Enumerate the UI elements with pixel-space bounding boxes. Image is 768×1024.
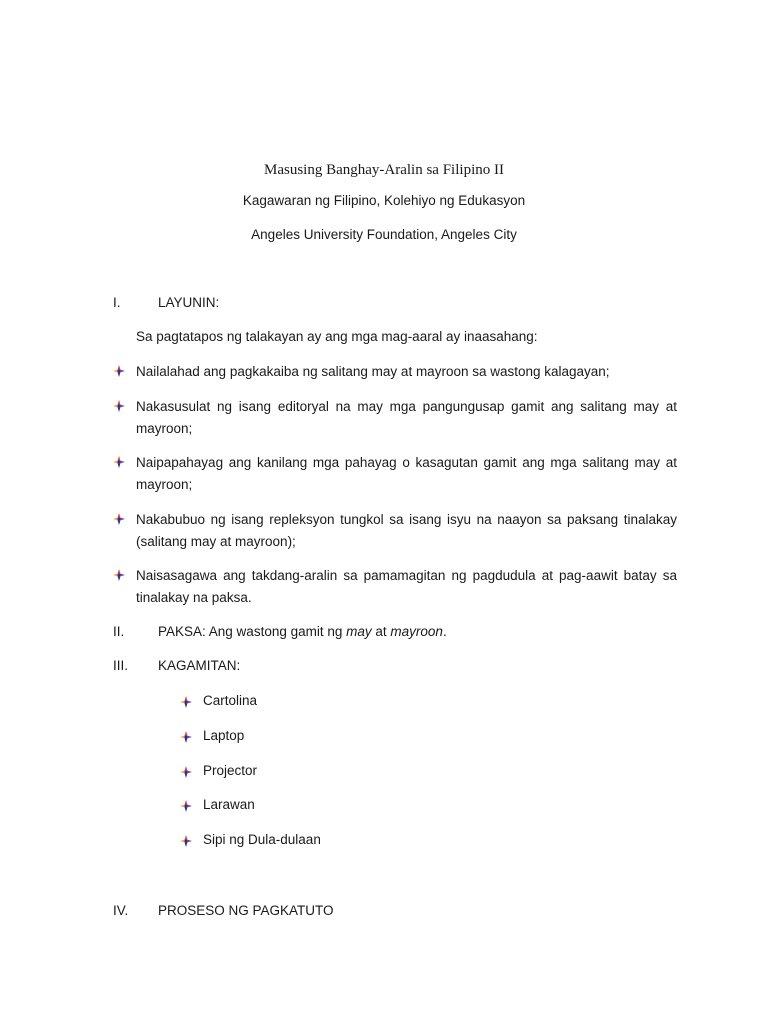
topic-text-between: at [371,624,391,639]
university-line: Angeles University Foundation, Angeles City [251,227,517,242]
material-item: Projector [203,763,258,778]
section-3-numeral: III. [113,658,129,673]
arrow-bullet-icon [180,696,192,708]
section-2-topic [158,623,447,641]
objective-item: Naisasagawa ang takdang-aralin sa pamamagitan ng pagdudula at pag-aawit batay sa tinalakay na paksa. [136,568,677,605]
section-1-heading: LAYUNIN: [158,295,220,310]
topic-text: Ang wastong gamit ng [205,624,347,639]
objectives-intro: Sa pagtatapos ng talakayan ay ang mga mag-aaral ay inaasahang: [136,329,538,344]
department-line: Kagawaran ng Filipino, Kolehiyo ng Edukasyon [242,193,526,208]
topic-text-end: . [442,624,447,639]
objective-item: Nakabubuo ng isang repleksyon tungkol sa isang isyu na naayon sa paksang tinalakay (salitang may at mayroon); [136,512,677,549]
arrow-bullet-icon [180,800,192,812]
section-3-heading: KAGAMITAN: [158,658,241,673]
material-item: Larawan [203,797,255,812]
topic-term-mayroon: mayroon [390,624,443,639]
arrow-bullet-icon [113,365,125,377]
document-title: Masusing Banghay-Aralin sa Filipino II [264,162,504,178]
topic-term-may: may [346,624,372,639]
arrow-bullet-icon [113,456,125,468]
objective-item: Nakasusulat ng isang editoryal na may mga pangungusap gamit ang salitang may at mayroon; [136,399,677,436]
arrow-bullet-icon [180,731,192,743]
section-2-numeral: II. [113,624,125,639]
section-4-heading: PROSESO NG PAGKATUTO [158,903,334,918]
objective-item: Nailalahad ang pagkakaiba ng salitang may at mayroon sa wastong kalagayan; [136,364,610,379]
material-item: Cartolina [203,693,258,708]
arrow-bullet-icon [180,766,192,778]
objective-item: Naipapahayag ang kanilang mga pahayag o kasagutan gamit ang mga salitang may at mayroon; [136,455,677,492]
material-item: Sipi ng Dula-dulaan [203,832,321,847]
arrow-bullet-icon [113,400,125,412]
arrow-bullet-icon [113,513,125,525]
section-1-numeral: I. [113,295,121,310]
material-item: Laptop [203,728,245,743]
section-4-numeral: IV. [113,903,129,918]
arrow-bullet-icon [113,569,125,581]
topic-label: PAKSA: [158,624,206,639]
arrow-bullet-icon [180,835,192,847]
